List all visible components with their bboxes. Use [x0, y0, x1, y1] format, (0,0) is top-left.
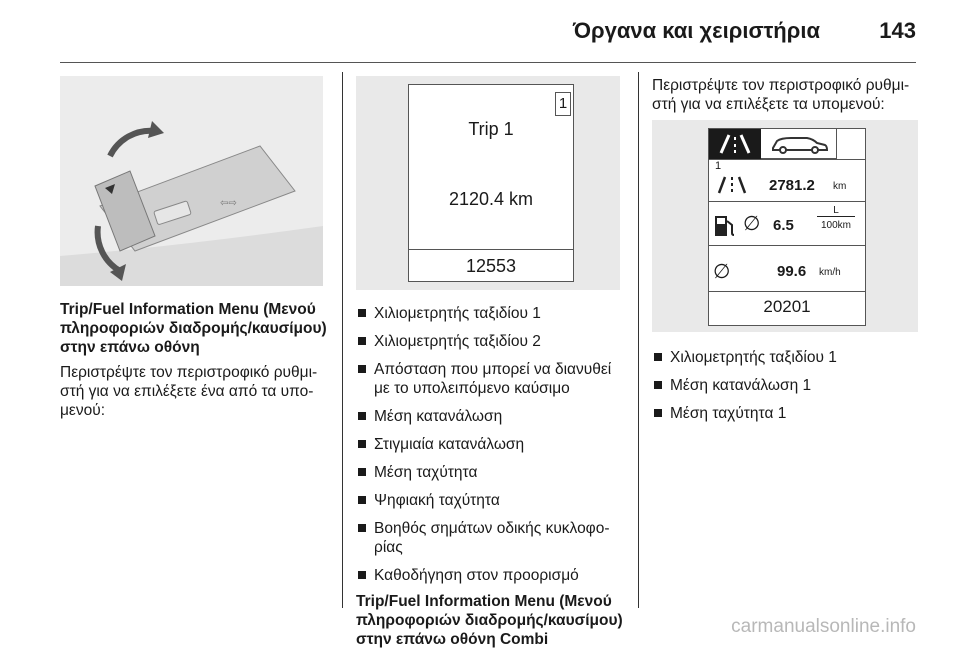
list-item: Απόσταση που μπορεί να διανυθεί με το υπολειπόμενο καύσιμο: [356, 360, 626, 398]
combi-display-screen: [708, 128, 866, 326]
display-divider: [709, 245, 865, 246]
right-column-list: [652, 348, 922, 432]
list-item: Χιλιομετρητής ταξιδίου 1: [356, 304, 626, 323]
consumption-value: 6.5: [773, 217, 794, 234]
road-icon: [709, 129, 761, 159]
section-heading: Trip/Fuel Information Menu (Μενού πληροφοριών διαδρομής/καυσίμου) στην επάνω οθόνη: [60, 301, 327, 356]
svg-text:⇦⇨: ⇦⇨: [220, 198, 237, 209]
average-icon: ∅: [743, 213, 761, 235]
road-icon: [713, 173, 751, 195]
left-column-text: [60, 300, 330, 420]
instruction-text: Περιστρέψτε τον περιστροφικό ρυθμιστή για να επιλέξετε τα υπομενού:: [652, 77, 910, 113]
trip-display-figure: [356, 76, 620, 290]
header-rule: [60, 62, 916, 63]
speed-value: 99.6: [777, 263, 807, 280]
list-item: Χιλιομετρητής ταξιδίου 2: [356, 332, 626, 351]
column-divider: [638, 72, 639, 608]
list-item: Μέση κατανάλωση: [356, 407, 626, 426]
display-divider: [409, 249, 573, 250]
watermark: carmanualsonline.info: [731, 616, 916, 637]
list-item: Χιλιομετρητής ταξιδίου 1: [652, 348, 922, 367]
middle-column-text: [356, 304, 626, 649]
display-divider: [709, 291, 865, 292]
car-icon: [761, 129, 837, 159]
trip-distance: 2120.4 km: [448, 189, 534, 209]
submenu-list: [652, 348, 922, 423]
tab-car: [761, 129, 837, 159]
list-item: Μέση ταχύτητα 1: [652, 404, 922, 423]
consumption-unit-top: L: [817, 205, 855, 217]
fuel-pump-icon: [713, 213, 737, 239]
trip-display-screen: [408, 84, 574, 282]
instruction-text: Περιστρέψτε τον περιστροφικό ρυθμιστή για να επιλέξετε ένα από τα υπομενού:: [60, 364, 318, 419]
list-item: Βοηθός σημάτων οδικής κυκλοφορίας: [356, 519, 626, 557]
column-divider: [342, 72, 343, 608]
chapter-title: Όργανα και χειριστήρια: [572, 18, 820, 43]
submenu-list: [356, 304, 626, 585]
list-item: Στιγμιαία κατανάλωση: [356, 435, 626, 454]
consumption-unit-bottom: 100km: [820, 220, 851, 231]
speed-unit: km/h: [819, 267, 841, 278]
stalk-illustration: [60, 76, 323, 286]
odometer-value: 20201: [763, 297, 811, 316]
page-number: 143: [879, 18, 916, 43]
display-divider: [709, 159, 865, 160]
display-divider: [709, 201, 865, 202]
trip-label: Trip 1: [468, 119, 514, 139]
tab-road: [709, 129, 761, 159]
average-icon: ∅: [713, 261, 731, 283]
list-item: Μέση ταχύτητα: [356, 463, 626, 482]
trip-index-badge: 1: [555, 92, 571, 116]
combi-display-figure: [652, 120, 918, 332]
section-heading: Trip/Fuel Information Menu (Μενού πληροφοριών διαδρομής/καυσίμου) στην επάνω οθόνη Combi: [356, 593, 623, 648]
list-item: Μέση κατανάλωση 1: [652, 376, 922, 395]
trip-index: 1: [715, 160, 722, 172]
odometer-value: 12553: [465, 256, 517, 276]
trip-distance-value: 2781.2: [769, 177, 815, 194]
right-column-text: [652, 76, 922, 114]
list-item: Καθοδήγηση στον προορισμό: [356, 566, 626, 585]
turn-signal-stalk-icon: [60, 76, 323, 286]
list-item: Ψηφιακή ταχύτητα: [356, 491, 626, 510]
distance-unit: km: [833, 181, 847, 192]
